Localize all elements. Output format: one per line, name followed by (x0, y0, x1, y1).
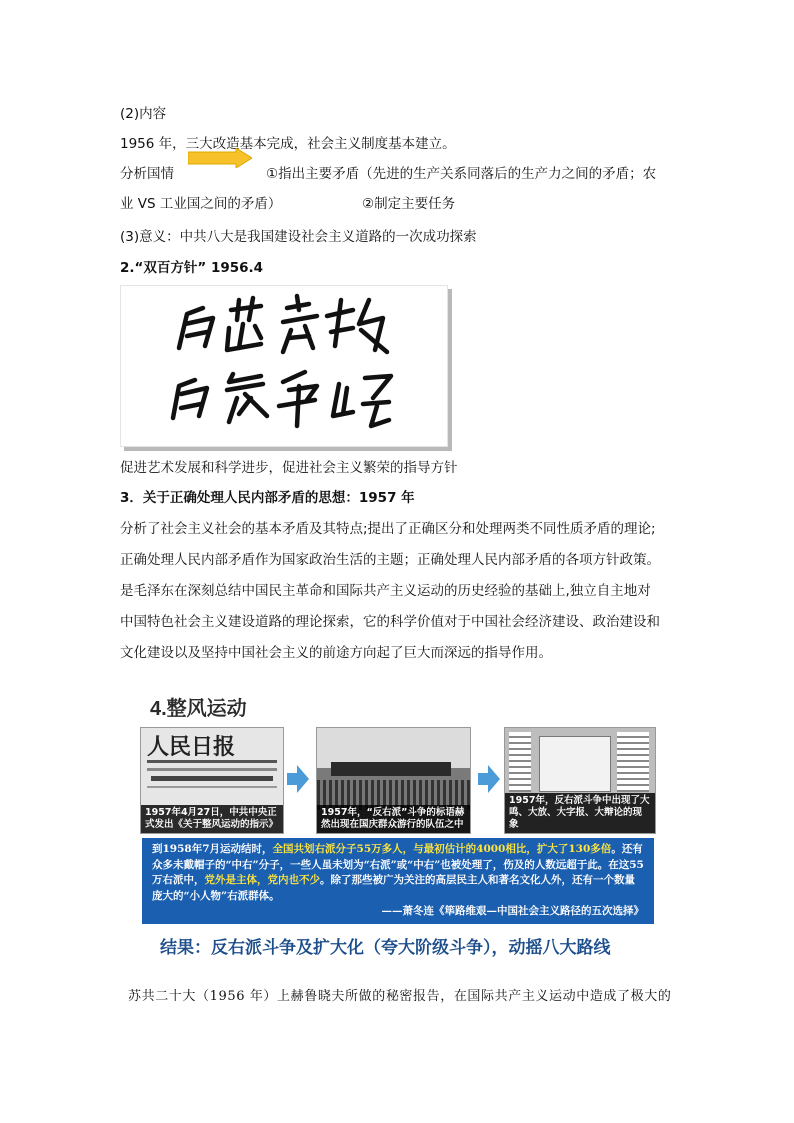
result-line: 结果：反右派斗争及扩大化（夸大阶级斗争），动摇八大路线 (160, 938, 611, 957)
quote-part-2: 。还有众多未戴帽子的“中右”分子，一些人虽未划为“右派”或“中右”也被处理了，伤及的人数远超于此。在这55万右派中， (152, 843, 644, 886)
para-line-4: 中国特色社会主义建设道路的理论探索，它的科学价值对于中国社会经济建设、政治建设和 (120, 614, 660, 630)
heading-double-hundred: 2.“双百方针” 1956.4 (120, 260, 264, 276)
flow-arrow-icon (478, 765, 500, 793)
double-hundred-purpose: 促进艺术发展和科学进步，促进社会主义繁荣的指导方针 (120, 460, 458, 476)
photo1-caption: 1957年4月27日，中共中央正式发出《关于整风运动的指示》 (141, 805, 283, 833)
quote-highlight-2: 党外是主体，党内也不少 (204, 874, 320, 886)
poster-shape (617, 732, 649, 792)
photo2-caption: 1957年，“反右派”斗争的标语赫然出现在国庆群众游行的队伍之中 (317, 805, 470, 833)
flow-arrow-icon (287, 765, 309, 793)
significance-text: (3)意义：中共八大是我国建设社会主义道路的一次成功探索 (120, 229, 477, 245)
poster-board-shape (539, 736, 611, 792)
parade-photo (316, 727, 471, 834)
newspaper-text-line (147, 768, 277, 771)
banner-shape (331, 762, 451, 776)
slide-title: 4.整风运动 (150, 698, 247, 720)
calligraphy-strokes (121, 286, 447, 446)
closing-paragraph: 苏共二十大（1956 年）上赫鲁晓夫所做的秘密报告，在国际共产主义运动中造成了极大的 (128, 989, 672, 1004)
quote-part-1: 到1958年7月运动结时， (152, 843, 273, 855)
quote-box (142, 838, 654, 924)
right-arrow-icon (188, 148, 252, 168)
poster-shape (509, 732, 531, 792)
section-heading-content: (2)内容 (120, 106, 167, 122)
quote-part-3: 。除了那些被广为关注的高层民主人和著名文化人外，还有一个数量庞大的“小人物”右派群体。 (152, 874, 635, 902)
big-character-poster-photo (504, 727, 656, 834)
newspaper-headline-bar (151, 776, 273, 781)
newspaper-masthead: 人民日报 (147, 734, 236, 760)
para-line-1: 分析了社会主义社会的基本矛盾及其特点;提出了正确区分和处理两类不同性质矛盾的理论; (120, 521, 656, 537)
paragraph-1956: 1956 年，三大改造基本完成，社会主义制度基本建立。 (120, 136, 456, 152)
newspaper-photo (140, 727, 284, 834)
contradiction-continued: 业 VS 工业国之间的矛盾） (120, 196, 282, 212)
para-line-5: 文化建设以及坚持中国社会主义的前途方向起了巨大而深远的指导作用。 (120, 645, 552, 661)
para-line-2: 正确处理人民内部矛盾作为国家政治生活的主题；正确处理人民内部矛盾的各项方针政策。 (120, 552, 660, 568)
quote-highlight-1: 全国共划右派分子55万多人，与最初估计的4000相比，扩大了130多倍 (272, 843, 612, 855)
calligraphy-image (120, 285, 448, 447)
newspaper-rule (147, 760, 277, 763)
heading-contradictions: 3．关于正确处理人民内部矛盾的思想：1957 年 (120, 490, 415, 506)
quote-source: ——萧冬连《筚路维艰—中国社会主义路径的五次选择》 (381, 905, 644, 917)
newspaper-text-line (147, 786, 277, 788)
para-line-3: 是毛泽东在深刻总结中国民主革命和国际共产主义运动的历史经验的基础上,独立自主地对 (120, 583, 651, 599)
photo3-caption: 1957年，反右派斗争中出现了大鸣、大放、大字报、大辩论的现象 (505, 793, 655, 833)
main-task-text: ②制定主要任务 (362, 196, 456, 212)
analysis-label: 分析国情 (120, 166, 174, 182)
main-contradiction-text: ①指出主要矛盾（先进的生产关系同落后的生产力之间的矛盾；农 (266, 166, 657, 182)
